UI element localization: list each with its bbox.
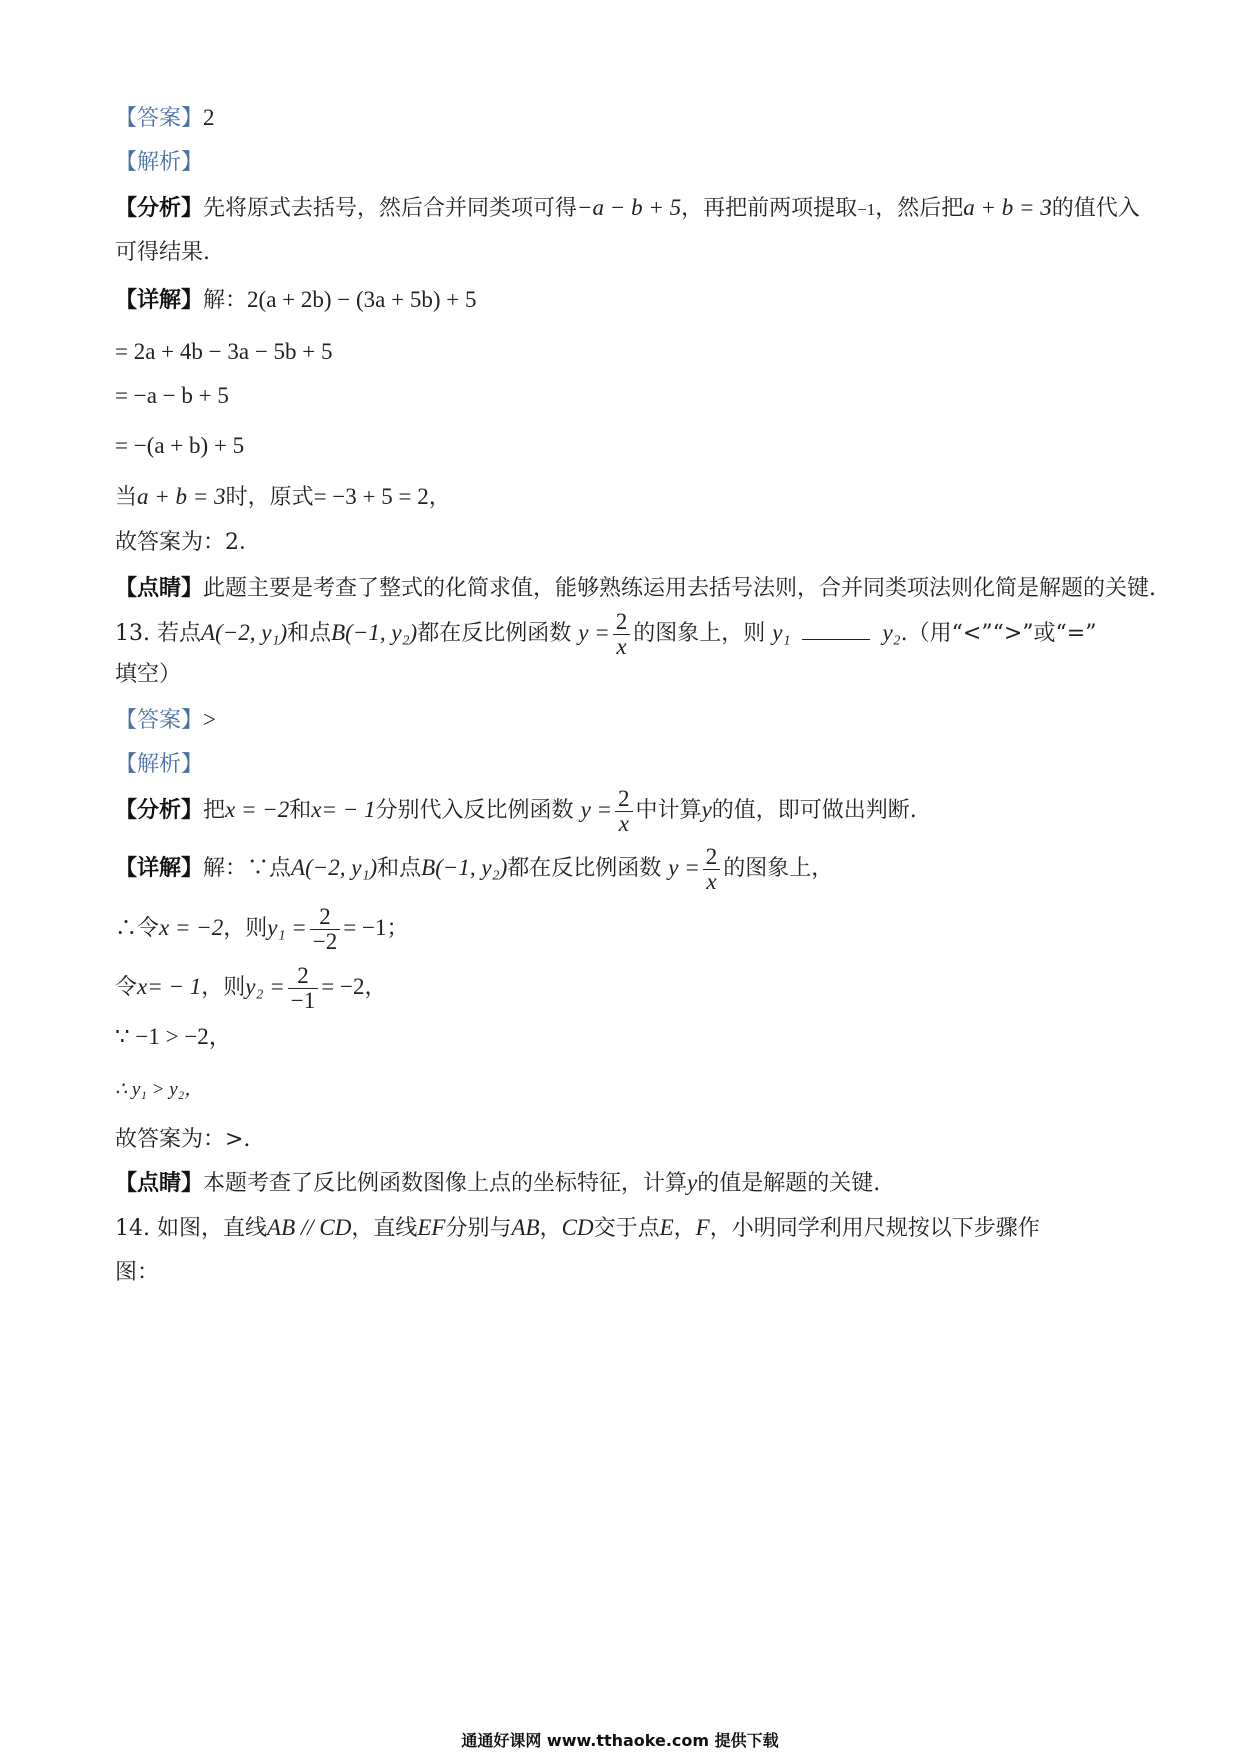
math-expression: −a − b + 5 xyxy=(577,195,682,220)
step-text: ∴令 xyxy=(115,916,160,941)
xiangjie-text: 都在反比例函数 xyxy=(507,856,662,881)
question-text: 的图象上，则 xyxy=(633,621,766,646)
question-text: 和点 xyxy=(287,621,332,646)
p13-question-line xyxy=(115,608,1096,659)
dianjing-text: 的值是解题的关键. xyxy=(697,1171,881,1196)
point-b: B(−1, y₂) xyxy=(331,620,418,645)
fenxi-text: 先将原式去括号，然后合并同类项可得 xyxy=(203,196,578,221)
step-text: ； xyxy=(386,916,409,941)
math-expression: 2(a + 2b) − (3a + 5b) + 5 xyxy=(247,287,477,312)
xiangjie-tag: 【详解】 xyxy=(115,287,204,313)
math-expression: EF xyxy=(417,1215,446,1240)
p12-fenxi-cont xyxy=(115,238,210,268)
dianjing-text: 此题主要是考查了整式的化简求值，能够熟练运用去括号法则，合并同类项法则化简是解题的关键. xyxy=(203,576,1157,601)
math-expression: −1 xyxy=(857,200,876,219)
math-expression: y xyxy=(687,1170,698,1195)
fenxi-text: 把 xyxy=(203,798,226,823)
fraction-numerator: 2 xyxy=(310,905,340,930)
p13-dianjing-line xyxy=(115,1168,880,1199)
question-text: 交于点 xyxy=(593,1216,660,1241)
fraction xyxy=(310,905,340,954)
p13-question-cont: 填空） xyxy=(115,662,182,687)
when-text: ， xyxy=(428,485,451,510)
math-expression: x = −2 xyxy=(225,797,290,822)
question-text: ，直线 xyxy=(351,1216,418,1241)
p12-final-line: 故答案为：2． xyxy=(115,530,261,555)
function-y: y = xyxy=(578,620,610,645)
fenxi-text: 分别代入反比例函数 xyxy=(375,798,574,823)
math-expression: x = −2 xyxy=(159,915,224,940)
p13-final-line: 故答案为：>. xyxy=(115,1127,251,1152)
answer-value: 2 xyxy=(203,105,215,130)
math-expression: y₂ = xyxy=(245,974,285,999)
math-expression: y xyxy=(701,797,712,822)
fraction-numerator: 2 xyxy=(613,610,631,635)
math-expression: E xyxy=(659,1215,674,1240)
question-text: ， xyxy=(673,1216,696,1241)
p12-answer-line xyxy=(115,103,215,134)
fraction-numerator: 2 xyxy=(615,787,633,812)
fraction xyxy=(703,845,721,894)
question-text: .（用“<”“>”或“=” xyxy=(900,621,1097,646)
step-text: ，则 xyxy=(201,975,246,1000)
fraction-numerator: 2 xyxy=(288,964,318,989)
answer-tag: 【答案】 xyxy=(115,708,204,733)
question-text: 若点 xyxy=(157,621,202,646)
math-expression: y₁ = xyxy=(267,915,307,940)
point-a: A(−2, y₁) xyxy=(291,855,378,880)
math-expression: a + b = 3 xyxy=(137,484,226,509)
p12-dianjing-line xyxy=(115,573,1156,604)
fenxi-text: 和 xyxy=(289,798,312,823)
fenxi-text: ，然后把 xyxy=(875,196,964,221)
fraction-denominator: −2 xyxy=(312,928,338,954)
p14-question-cont: 图： xyxy=(115,1260,160,1285)
fenxi-text: 可得结果. xyxy=(115,240,210,265)
dianjing-text: 本题考查了反比例函数图像上点的坐标特征，计算 xyxy=(203,1171,688,1196)
answer-tag: 【答案】 xyxy=(115,106,204,131)
answer-value: > xyxy=(203,707,216,732)
math-expression: x= − 1 xyxy=(137,974,202,999)
when-text: 时，原式 xyxy=(225,485,314,510)
fraction xyxy=(288,964,318,1013)
y1-symbol: y₁ xyxy=(772,620,791,645)
p12-step-2: = −a − b + 5 xyxy=(115,383,229,408)
step-text: ，则 xyxy=(223,916,268,941)
math-expression: x= − 1 xyxy=(311,797,376,822)
p12-step-1: = 2a + 4b − 3a − 5b + 5 xyxy=(115,339,333,364)
fraction-denominator: −1 xyxy=(290,987,316,1013)
answer-blank[interactable] xyxy=(802,635,870,640)
p13-analysis-line xyxy=(115,750,203,780)
question-text: ， xyxy=(539,1216,562,1241)
analysis-tag: 【解析】 xyxy=(115,752,204,777)
page-footer: 通通好课网 www.tthaoke.com 提供下载 xyxy=(461,1731,779,1750)
question-number: 13. xyxy=(115,621,150,646)
math-expression: F xyxy=(695,1215,710,1240)
dianjing-tag: 【点睛】 xyxy=(115,575,204,601)
fenxi-text: ，再把前两项提取 xyxy=(681,196,858,221)
point-a: A(−2, y₁) xyxy=(201,620,288,645)
xiangjie-tag: 【详解】 xyxy=(115,855,204,881)
fraction xyxy=(613,610,631,659)
question-text: 都在反比例函数 xyxy=(417,621,572,646)
y2-symbol: y₂ xyxy=(882,620,901,645)
math-expression: AB xyxy=(511,1215,540,1240)
question-text: ，小明同学利用尺规按以下步骤作 xyxy=(709,1216,1040,1241)
xiangjie-text: 和点 xyxy=(377,856,422,881)
question-text: 如图，直线 xyxy=(157,1216,268,1241)
p12-fenxi-line xyxy=(115,193,1140,225)
fraction-denominator: x xyxy=(618,810,629,836)
fenxi-text: 中计算 xyxy=(635,798,702,823)
question-text: 分别与 xyxy=(445,1216,512,1241)
p12-analysis-line xyxy=(115,148,203,178)
p13-answer-line xyxy=(115,705,216,736)
step-text: ， xyxy=(364,975,387,1000)
fraction-denominator: x xyxy=(616,633,627,659)
math-expression: AB // CD xyxy=(267,1215,352,1240)
analysis-tag: 【解析】 xyxy=(115,150,204,175)
fenxi-text: 的值代入 xyxy=(1051,196,1140,221)
p12-step-3: = −(a + b) + 5 xyxy=(115,433,245,458)
dianjing-tag: 【点睛】 xyxy=(115,1170,204,1196)
when-text: 当 xyxy=(115,485,138,510)
p13-step-1 xyxy=(115,903,408,954)
p13-step-4: ∴ y₁ > y₂， xyxy=(115,1079,204,1100)
p13-xiangjie-line xyxy=(115,843,833,894)
math-expression: = −1 xyxy=(343,915,387,940)
p13-step-3: ∵ −1 > −2， xyxy=(115,1024,232,1049)
fenxi-tag: 【分析】 xyxy=(115,797,204,823)
point-b: B(−1, y₂) xyxy=(421,855,508,880)
p14-question-line xyxy=(115,1213,1040,1244)
fenxi-text: 的值，即可做出判断. xyxy=(711,798,917,823)
p12-xiangjie-line xyxy=(115,285,476,316)
xiangjie-text: 解： xyxy=(203,288,248,313)
function-y: y = xyxy=(580,797,613,822)
math-expression: CD xyxy=(561,1215,594,1240)
fenxi-tag: 【分析】 xyxy=(115,195,204,221)
math-expression: = −2 xyxy=(321,974,365,999)
math-expression: a + b = 3 xyxy=(963,195,1052,220)
p13-step-2 xyxy=(115,962,386,1013)
question-number: 14. xyxy=(115,1216,150,1241)
fraction xyxy=(615,787,633,836)
fraction-denominator: x xyxy=(706,868,717,894)
xiangjie-text: 的图象上， xyxy=(723,856,834,881)
p13-fenxi-line xyxy=(115,785,917,836)
p12-when-line xyxy=(115,482,451,513)
fraction-numerator: 2 xyxy=(703,845,721,870)
function-y: y = xyxy=(668,855,700,880)
xiangjie-text: 解：∵点 xyxy=(203,856,292,881)
step-text: 令 xyxy=(115,975,138,1000)
math-expression: = −3 + 5 = 2 xyxy=(313,484,429,509)
